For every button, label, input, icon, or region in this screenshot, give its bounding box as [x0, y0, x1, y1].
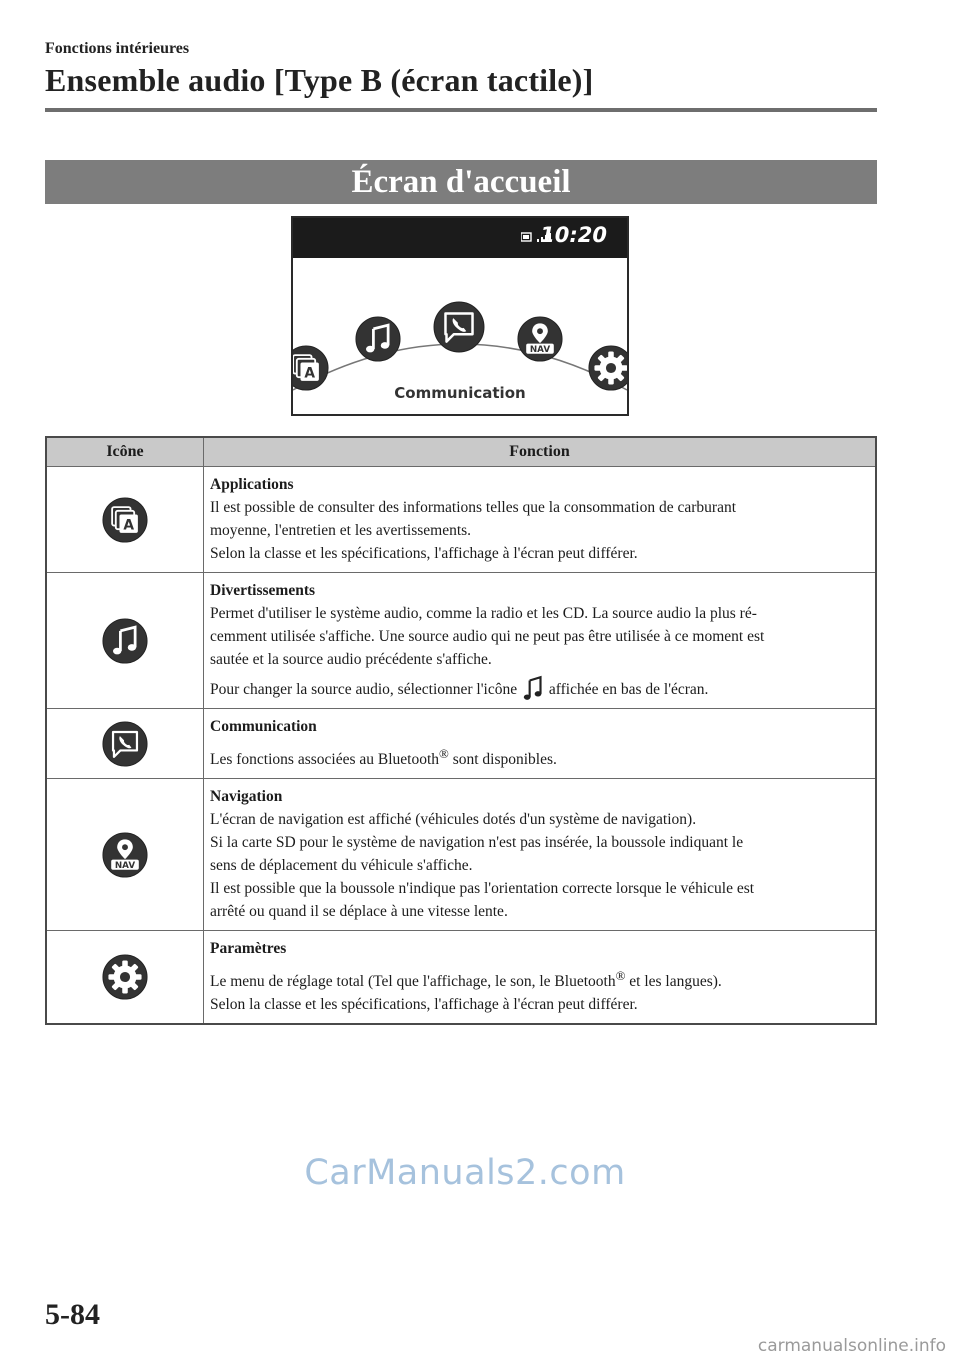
function-title: Navigation — [210, 788, 283, 806]
footer-url: carmanualsonline.info — [757, 1336, 946, 1356]
description-cell — [204, 931, 877, 1025]
music-note-icon — [523, 675, 543, 701]
music-note-icon — [102, 618, 148, 664]
description-cell — [204, 467, 877, 573]
function-text: arrêté ou quand il se déplace à une vitesse lente. — [210, 903, 508, 921]
function-text — [210, 964, 869, 993]
function-text: Selon la classe et les spécifications, l'affichage à l'écran peut différer. — [210, 996, 638, 1014]
table-row — [46, 709, 876, 779]
function-text-part: et les langues). — [625, 973, 722, 991]
description-cell — [204, 779, 877, 931]
function-text: moyenne, l'entretien et les avertissements. — [210, 522, 472, 539]
communication-icon — [433, 301, 485, 353]
icon-function-table — [45, 436, 877, 1025]
registered-mark: ® — [615, 968, 626, 984]
icon-cell — [46, 467, 204, 573]
function-text — [210, 742, 869, 771]
table-row — [46, 779, 876, 931]
section-header: Fonctions intérieures — [45, 40, 190, 57]
page-number: 5-84 — [45, 1298, 100, 1331]
function-title: Divertissements — [210, 582, 316, 599]
table-header-row — [46, 437, 876, 467]
music-note-icon — [355, 316, 401, 362]
communication-icon — [102, 721, 148, 767]
function-text: Il est possible que la boussole n'indique pas l'orientation correcte lorsque le véhicule est — [210, 880, 755, 898]
column-header-icon: Icône — [46, 437, 204, 467]
function-text: L'écran de navigation est affiché (véhicules dotés d'un système de navigation). — [210, 811, 697, 829]
applications-icon — [102, 497, 148, 543]
function-title: Paramètres — [210, 940, 287, 958]
registered-mark: ® — [439, 746, 449, 761]
table-row — [46, 467, 876, 573]
function-title: Communication — [210, 718, 317, 735]
home-screen-illustration — [291, 216, 629, 416]
function-note — [210, 675, 869, 701]
column-header-function: Fonction — [204, 437, 877, 467]
icon-cell — [46, 931, 204, 1025]
function-text: sautée et la source audio précédente s'affiche. — [210, 651, 492, 668]
page-title: Ensemble audio [Type B (écran tactile)] — [45, 62, 594, 98]
icon-cell — [46, 573, 204, 709]
icon-cell — [46, 779, 204, 931]
note-text-after: affichée en bas de l'écran. — [548, 681, 709, 698]
table-row — [46, 931, 876, 1025]
function-text-part: sont disponibles. — [448, 751, 557, 769]
note-text-before: Pour changer la source audio, sélectionner l'icône — [210, 681, 518, 698]
function-text-part: Le menu de réglage total (Tel que l'affichage, le son, le Bluetooth — [210, 973, 616, 991]
function-text: cemment utilisée s'affiche. Une source audio qui ne peut pas être utilisée à ce moment est — [210, 628, 765, 645]
screen-selected-label: Communication — [394, 384, 526, 402]
function-text: Si la carte SD pour le système de navigation n'est pas insérée, la boussole indiquant le — [210, 834, 744, 852]
table-row — [46, 573, 876, 709]
function-text-part: Les fonctions associées au Bluetooth — [210, 751, 440, 769]
watermark: CarManuals2.com — [304, 1153, 626, 1193]
settings-gear-icon — [102, 954, 148, 1000]
description-cell — [204, 573, 877, 709]
header-divider — [45, 108, 877, 112]
function-title: Applications — [210, 476, 294, 493]
section-title-band — [45, 160, 877, 204]
navigation-icon — [102, 832, 148, 878]
icon-cell — [46, 709, 204, 779]
function-text: sens de déplacement du véhicule s'affiche. — [210, 857, 473, 875]
navigation-icon — [517, 316, 563, 362]
description-cell — [204, 709, 877, 779]
screen-clock: 10:20 — [540, 223, 607, 247]
section-title: Écran d'accueil — [351, 163, 571, 200]
function-text: Permet d'utiliser le système audio, comme la radio et les CD. La source audio la plus ré- — [210, 605, 757, 622]
function-text: Selon la classe et les spécifications, l'affichage à l'écran peut différer. — [210, 545, 638, 562]
function-text: Il est possible de consulter des informations telles que la consommation de carburant — [210, 499, 737, 516]
